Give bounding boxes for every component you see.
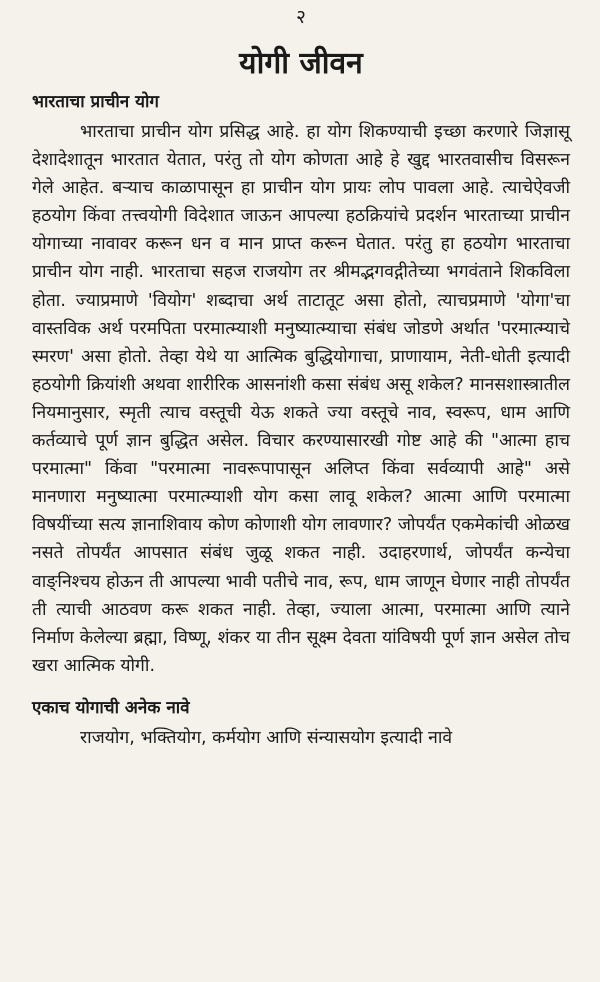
section-heading-ancient-yoga: भारताचा प्राचीन योग (32, 92, 159, 112)
section-heading-many-names: एकाच योगाची अनेक नावे (32, 697, 190, 718)
section-body-ancient-yoga: भारताचा प्राचीन योग प्रसिद्ध आहे. हा योग शिकण्याची इच्छा करणारे जिज्ञासू देशादेशातून भारतात येतात, परंतु तो योग कोणता आहे हे खुद्द भारतवासीच विसरून गेले आहेत. बऱ्याच काळापासून हा प्राचीन योग प्रायः लोप पावला आहे. त्याचेऐवजी हठयोग किंवा तत्त्वयोगी विदेशात जाऊन आपल्या हठक्रियांचे प्रदर्शन भारताच्या प्राचीन योगाच्या नावावर करून धन व मान प्राप्त करून घेतात. परंतु हा हठयोग भारताचा प्राचीन योग नाही. भारताचा सहज राजयोग तर श्रीमद्भगवद्गीतेच्या भगवंताने शिकविला होता. ज्याप्रमाणे 'वियोग' शब्दाचा अर्थ ताटातूट असा होतो, त्याचप्रमाणे 'योगा'चा वास्तविक अर्थ परमपिता परमात्म्याशी मनुष्यात्म्याचा संबंध जोडणे अर्थात 'परमात्म्याचे स्मरण' असा होतो. तेव्हा येथे या आत्मिक बुद्धियोगाचा, प्राणायाम, नेती-धोती इत्यादी हठयोगी क्रियांशी अथवा शारीरिक आसनांशी कसा संबंध असू शकेल? मानसशास्त्रातील नियमानुसार, स्मृती त्याच वस्तूची येऊ शकते ज्या वस्तूचे नाव, स्वरूप, धाम आणि कर्तव्याचे पूर्ण ज्ञान बुद्धित असेल. विचार करण्यासारखी गोष्ट आहे की "आत्मा हाच परमात्मा" किंवा "परमात्मा नावरूपापासून अलिप्त किंवा सर्वव्यापी आहे" असे मानणारा मनुष्यात्मा परमात्म्याशी योग कसा लावू शकेल? आत्मा आणि परमात्मा विषयींच्या सत्य ज्ञानाशिवाय कोण कोणाशी योग लावणार? जोपर्यंत एकमेकांची ओळख नसते तोपर्यंत आपसात संबंध जुळू शकत नाही. उदाहरणार्थ, जोपर्यंत कन्येचा वाङ्निश्चय होऊन ती आपल्या भावी पतीचे नाव, रूप, धाम जाणून घेणार नाही तोपर्यंत ती त्याची आठवण करू शकत नाही. तेव्हा, ज्याला आत्मा, परमात्मा आणि त्याने निर्माण केलेल्या ब्रह्मा, विष्णू, शंकर या तीन सूक्ष्म देवता यांविषयी पूर्ण ज्ञान असेल तोच खरा आत्मिक योगी. (32, 122, 570, 676)
section-body-many-names: राजयोग, भक्तियोग, कर्मयोग आणि संन्यासयोग इत्यादी नावे (80, 727, 453, 748)
page-number: २ (296, 6, 306, 28)
page-title: योगी जीवन (239, 46, 363, 81)
